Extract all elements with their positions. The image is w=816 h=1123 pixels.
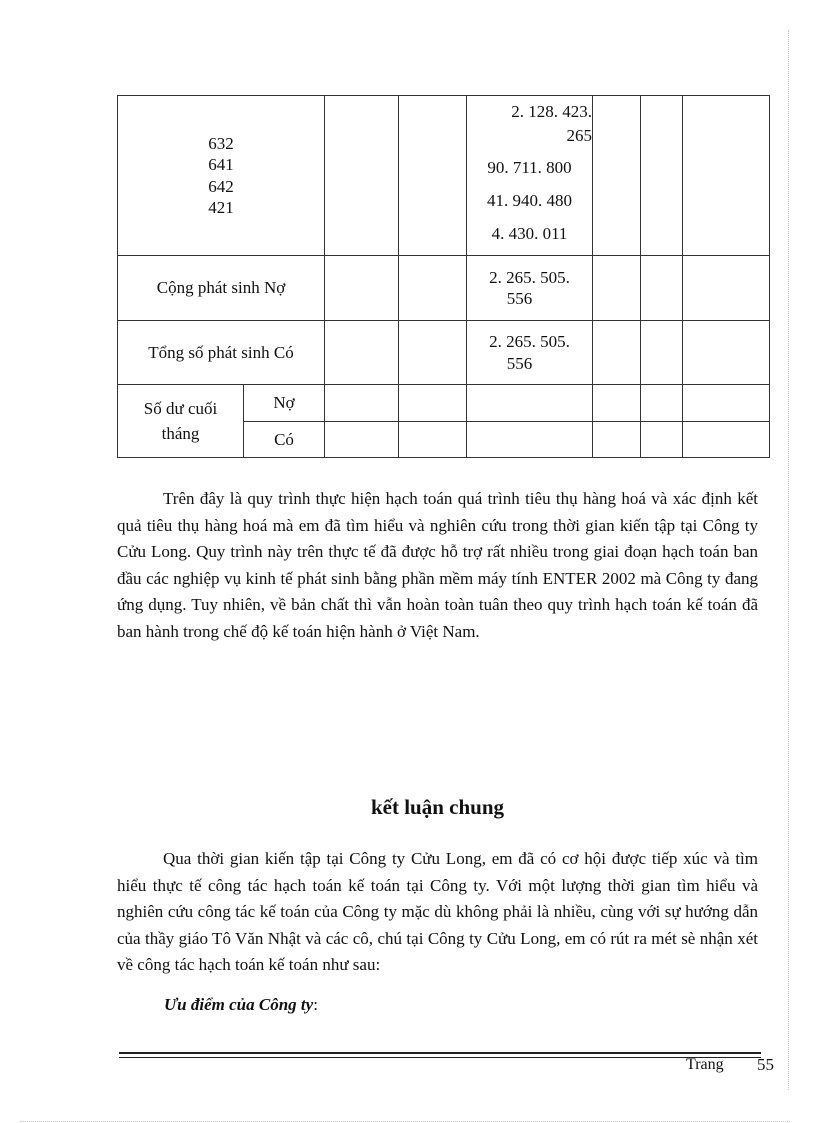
empty-cell [325, 256, 399, 321]
closing-credit-label: Có [244, 422, 325, 458]
empty-cell [641, 422, 683, 458]
empty-cell [399, 96, 467, 256]
page-number: 55 [757, 1055, 774, 1074]
empty-cell [325, 96, 399, 256]
empty-cell [325, 321, 399, 385]
table-row-credit-total [118, 321, 770, 385]
empty-cell [467, 422, 593, 458]
advantages-label: Ưu điểm của Công ty [164, 995, 314, 1014]
empty-cell [683, 96, 770, 256]
closing-label-line: Số dư cuối [143, 398, 218, 418]
empty-cell [399, 422, 467, 458]
amount-line: 556 [506, 289, 533, 308]
closing-label-line: tháng [161, 424, 200, 443]
account-list-cell [118, 96, 325, 256]
closing-balance-label [118, 385, 244, 458]
empty-cell [593, 96, 641, 256]
page-edge-bottom [20, 1121, 790, 1122]
amount-line: 2. 265. 505. [489, 267, 570, 287]
table-row-debit-total [118, 256, 770, 321]
empty-cell [593, 385, 641, 422]
amount-list-cell [467, 96, 593, 256]
conclusion-paragraph: Qua thời gian kiến tập tại Công ty Cửu Long, em đã có cơ hội được tiếp xúc và tìm hiểu thực tế công tác hạch toán kế toán tại Công ty. Với một lượng thời gian tìm hiểu và nghiên cứu công tác kế toán của Công ty mặc dù không phải là nhiều, cùng với sự hướng dẫn của thầy giáo Tô Văn Nhật và các cô, chú tại Công ty Cửu Long, em có rút ra mét sè nhận xét về công tác hạch toán kế toán như sau: [117, 849, 758, 974]
account-code: 632 [208, 134, 234, 153]
debit-total-amount [467, 256, 593, 321]
empty-cell [683, 256, 770, 321]
empty-cell [399, 385, 467, 422]
empty-cell [467, 385, 593, 422]
empty-cell [593, 321, 641, 385]
amount-value: 265 [566, 126, 592, 145]
amount-value: 90. 711. 800 [487, 158, 572, 177]
account-code: 641 [208, 155, 234, 175]
empty-cell [593, 422, 641, 458]
advantages-subheading [164, 995, 318, 1015]
account-code: 642 [208, 176, 234, 196]
closing-debit-label: Nợ [244, 385, 325, 422]
credit-total-label: Tổng số phát sinh Có [118, 321, 325, 385]
amount-value: 4. 430. 011 [491, 224, 568, 243]
empty-cell [683, 321, 770, 385]
footer-rule-thin [119, 1057, 761, 1058]
account-code: 421 [208, 197, 234, 217]
page-label: Trang [686, 1056, 724, 1073]
empty-cell [325, 385, 399, 422]
empty-cell [641, 321, 683, 385]
table-row-accounts [118, 96, 770, 256]
empty-cell [641, 256, 683, 321]
amount-line: 2. 265. 505. [489, 332, 570, 352]
empty-cell [325, 422, 399, 458]
advantages-colon: : [313, 995, 318, 1014]
amount-value: 2. 128. 423. [511, 102, 592, 121]
summary-paragraph: Trên đây là quy trình thực hiện hạch toán quá trình tiêu thụ hàng hoá và xác định kết quả tiêu thụ hàng hoá mà em đã tìm hiểu và nghiên cứu trong thời gian kiến tập tại Công ty Cửu Long. Quy trình này trên thực tế đã được hỗ trợ rất nhiều trong giai đoạn hạch toán ban đầu các nghiệp vụ kinh tế phát sinh bằng phần mềm máy tính ENTER 2002 mà Công ty đang ứng dụng. Tuy nhiên, về bản chất thì vẫn hoàn toàn tuân theo quy trình hạch toán kế toán đã ban hành trong chế độ kế toán hiện hành ở Việt Nam. [117, 489, 758, 641]
footer-rule [119, 1052, 761, 1054]
empty-cell [641, 385, 683, 422]
empty-cell [683, 422, 770, 458]
empty-cell [641, 96, 683, 256]
empty-cell [399, 321, 467, 385]
table-row-closing-debit [118, 385, 770, 422]
empty-cell [593, 256, 641, 321]
section-heading: kết luận chung [370, 795, 505, 819]
credit-total-amount [467, 321, 593, 385]
amount-value: 41. 940. 480 [487, 191, 572, 210]
empty-cell [683, 385, 770, 422]
debit-total-label: Cộng phát sinh Nợ [118, 256, 325, 321]
amount-line: 556 [506, 353, 533, 373]
page-edge-right [788, 30, 789, 1090]
ledger-table [117, 95, 770, 458]
empty-cell [399, 256, 467, 321]
